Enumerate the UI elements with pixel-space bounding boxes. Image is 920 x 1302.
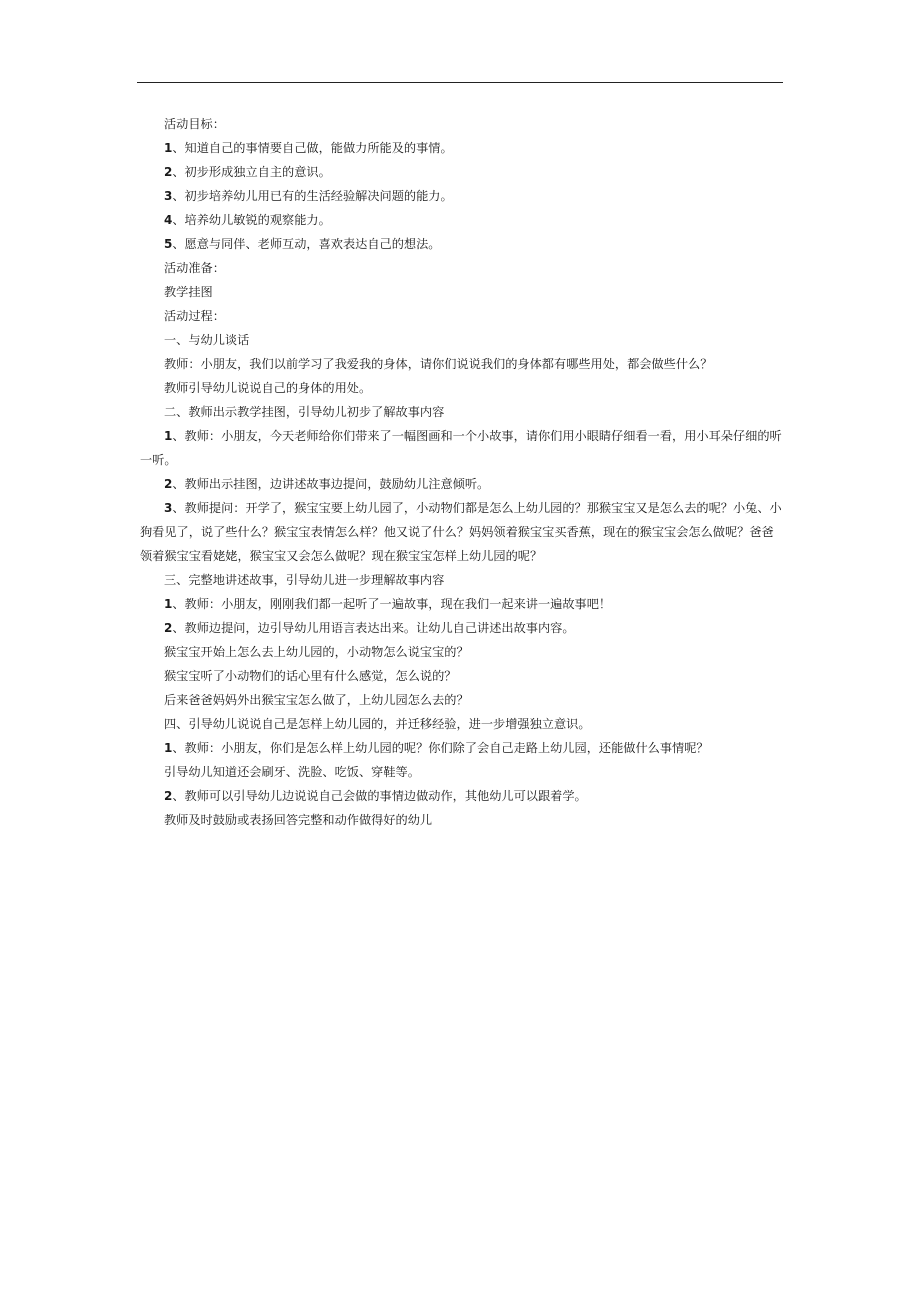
paragraph-text: 活动目标： xyxy=(164,117,225,131)
paragraph-text: 、教师：小朋友，今天老师给你们带来了一幅图画和一个小故事，请你们用小眼睛仔细看一看，用小耳朵仔细的听一听。 xyxy=(140,429,782,467)
paragraph xyxy=(140,568,782,592)
list-number: 2 xyxy=(164,165,173,179)
paragraph xyxy=(140,808,782,832)
list-number: 1 xyxy=(164,429,173,443)
paragraph xyxy=(140,688,782,712)
paragraph-text: 三、完整地讲述故事，引导幼儿进一步理解故事内容 xyxy=(164,573,445,587)
paragraph xyxy=(140,664,782,688)
paragraph xyxy=(140,592,782,616)
paragraph xyxy=(140,328,782,352)
paragraph-text: 、教师出示挂图，边讲述故事边提问，鼓励幼儿注意倾听。 xyxy=(172,477,490,491)
paragraph xyxy=(140,256,782,280)
paragraph xyxy=(140,304,782,328)
paragraph-text: 活动过程： xyxy=(164,309,225,323)
paragraph-text: 、培养幼儿敏锐的观察能力。 xyxy=(172,213,331,227)
paragraph xyxy=(140,472,782,496)
paragraph-text: 、愿意与同伴、老师互动，喜欢表达自己的想法。 xyxy=(172,237,441,251)
paragraph xyxy=(140,136,782,160)
paragraph-text: 活动准备： xyxy=(164,261,225,275)
paragraph xyxy=(140,784,782,808)
paragraph xyxy=(140,640,782,664)
list-number: 3 xyxy=(164,189,173,203)
paragraph-text: 、教师提问：开学了，猴宝宝要上幼儿园了，小动物们都是怎么上幼儿园的？那猴宝宝又是怎么去的呢？小兔、小狗看见了，说了些什么？猴宝宝表情怎么样？他又说了什么？妈妈领着猴宝宝买香蕉，现在的猴宝宝会怎么做呢？爸爸领着猴宝宝看姥姥，猴宝宝又会怎么做呢？现在猴宝宝怎样上幼儿园的呢？ xyxy=(140,501,782,563)
paragraph xyxy=(140,376,782,400)
list-number: 5 xyxy=(164,237,173,251)
paragraph xyxy=(140,208,782,232)
paragraph xyxy=(140,424,782,472)
document-body xyxy=(140,112,782,832)
list-number: 4 xyxy=(164,213,173,227)
paragraph-text: 一、与幼儿谈话 xyxy=(164,333,250,347)
paragraph xyxy=(140,280,782,304)
list-number: 1 xyxy=(164,141,173,155)
paragraph-text: 、知道自己的事情要自己做，能做力所能及的事情。 xyxy=(172,141,453,155)
paragraph-text: 教师：小朋友，我们以前学习了我爱我的身体，请你们说说我们的身体都有哪些用处，都会做些什么？ xyxy=(164,357,713,371)
list-number: 2 xyxy=(164,621,173,635)
paragraph xyxy=(140,712,782,736)
paragraph xyxy=(140,184,782,208)
paragraph xyxy=(140,400,782,424)
paragraph-text: 、教师边提问，边引导幼儿用语言表达出来。让幼儿自己讲述出故事内容。 xyxy=(172,621,575,635)
list-number: 2 xyxy=(164,789,173,803)
paragraph-text: 教师引导幼儿说说自己的身体的用处。 xyxy=(164,381,372,395)
paragraph-text: 后来爸爸妈妈外出猴宝宝怎么做了，上幼儿园怎么去的？ xyxy=(164,693,469,707)
paragraph xyxy=(140,760,782,784)
paragraph-text: 四、引导幼儿说说自己是怎样上幼儿园的，并迁移经验，进一步增强独立意识。 xyxy=(164,717,591,731)
paragraph xyxy=(140,736,782,760)
paragraph-text: 、教师：小朋友，刚刚我们都一起听了一遍故事，现在我们一起来讲一遍故事吧！ xyxy=(172,597,612,611)
list-number: 2 xyxy=(164,477,173,491)
paragraph-text: 引导幼儿知道还会刷牙、洗脸、吃饭、穿鞋等。 xyxy=(164,765,420,779)
paragraph-text: 教师及时鼓励或表扬回答完整和动作做得好的幼儿 xyxy=(164,813,433,827)
paragraph-text: 猴宝宝开始上怎么去上幼儿园的，小动物怎么说宝宝的？ xyxy=(164,645,469,659)
header-rule xyxy=(137,82,783,83)
paragraph-text: 猴宝宝听了小动物们的话心里有什么感觉，怎么说的？ xyxy=(164,669,457,683)
paragraph-text: 二、教师出示教学挂图，引导幼儿初步了解故事内容 xyxy=(164,405,445,419)
paragraph-text: 、初步形成独立自主的意识。 xyxy=(172,165,331,179)
paragraph-text: 、教师可以引导幼儿边说说自己会做的事情边做动作，其他幼儿可以跟着学。 xyxy=(172,789,587,803)
list-number: 3 xyxy=(164,501,173,515)
paragraph xyxy=(140,496,782,568)
paragraph xyxy=(140,112,782,136)
paragraph xyxy=(140,616,782,640)
list-number: 1 xyxy=(164,741,173,755)
paragraph xyxy=(140,232,782,256)
paragraph-text: 教学挂图 xyxy=(164,285,213,299)
list-number: 1 xyxy=(164,597,173,611)
paragraph xyxy=(140,160,782,184)
paragraph xyxy=(140,352,782,376)
paragraph-text: 、初步培养幼儿用已有的生活经验解决问题的能力。 xyxy=(172,189,453,203)
paragraph-text: 、教师：小朋友，你们是怎么样上幼儿园的呢？你们除了会自己走路上幼儿园，还能做什么事情呢？ xyxy=(172,741,709,755)
